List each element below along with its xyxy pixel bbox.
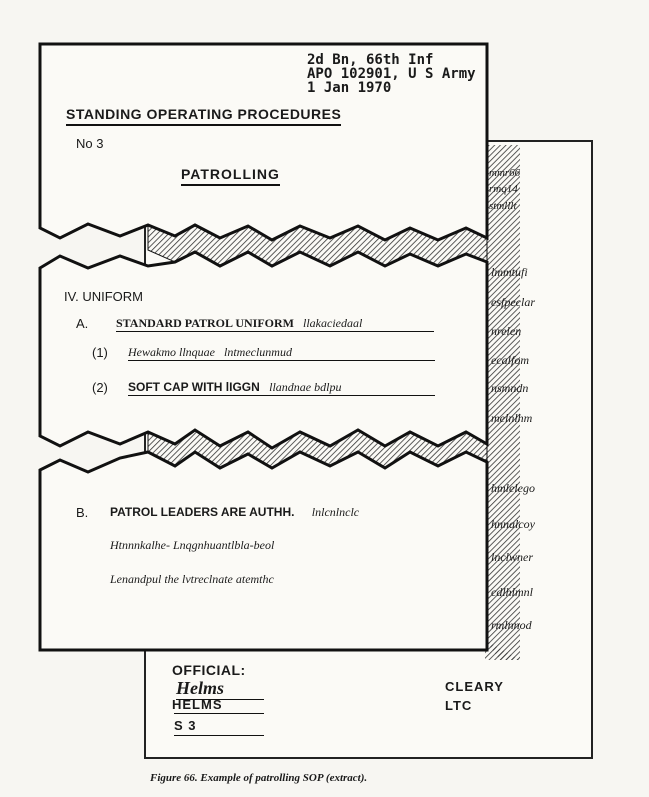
commander-rank: LTC — [445, 698, 473, 713]
right-sheet-line-11: hnnalcoy — [491, 517, 535, 531]
right-sheet-line-2: rmq14 — [489, 183, 518, 195]
sub-item-1-scribble: lntmeclunmud — [223, 345, 292, 359]
right-sheet-line-8: nsmndn — [491, 381, 529, 395]
sub-item-2-label: (2) — [92, 380, 108, 395]
right-sheet-line-4: lmmtufi — [491, 265, 528, 279]
signer-name: HELMS — [172, 697, 223, 712]
right-sheet-line-3: stmlllt — [489, 200, 517, 212]
sub-item-2-text — [128, 380, 435, 396]
figure-caption: Figure 66. Example of patrolling SOP (extract). — [150, 772, 368, 784]
right-sheet-line-6: nrelen — [491, 324, 522, 338]
item-b-text — [110, 505, 359, 520]
right-sheet-line-14: rmlnnod — [491, 618, 532, 632]
right-sheet-line-12: lnclwner — [491, 550, 533, 564]
unit-designation: 2d Bn, 66th Inf — [307, 52, 434, 68]
sub-item-2-scribble: llandnae bdlpu — [269, 380, 342, 394]
sub-item-1-text — [128, 345, 435, 361]
right-sheet-line-10: hmlelego — [491, 481, 535, 495]
item-a-heading: STANDARD PATROL UNIFORM — [116, 316, 295, 330]
apo-address: APO 102901, U S Army — [307, 66, 476, 82]
item-b-scribble: lnlcnlnclc — [311, 505, 360, 519]
position-underline — [174, 735, 264, 736]
handwritten-signature: Helms — [176, 678, 264, 700]
document-date: 1 Jan 1970 — [307, 80, 392, 96]
sub-item-1-label: (1) — [92, 345, 108, 360]
sub-item-1-heading: Hewakmo llnquae — [128, 345, 215, 359]
right-sheet-line-5: esfpeclar — [491, 295, 535, 309]
right-sheet-line-9: melnlhm — [491, 411, 533, 425]
item-b-line-2: Htnnnkalhe- Lnqgnhuantlbla-beol — [110, 538, 275, 552]
sub-item-2-heading: SOFT CAP WITH lIGGN — [128, 380, 260, 394]
item-a-scribble: llakaciedaal — [303, 316, 363, 330]
item-b-label: B. — [76, 505, 89, 520]
right-sheet-line-1: mmr66 — [489, 167, 521, 179]
document-title: STANDING OPERATING PROCEDURES — [66, 106, 341, 126]
signer-position: S 3 — [174, 718, 197, 733]
right-sheet-line-7: ecalfom — [491, 353, 529, 367]
section-heading: IV. UNIFORM — [64, 289, 143, 304]
official-label: OFFICIAL: — [172, 662, 246, 678]
commander-name: CLEARY — [445, 679, 504, 694]
item-a-label: A. — [76, 316, 89, 331]
signature-divider — [174, 713, 264, 714]
sop-subject: PATROLLING — [181, 166, 280, 186]
right-sheet-line-13: cdlhlmnl — [491, 585, 533, 599]
sop-number: No 3 — [76, 136, 104, 151]
item-b-heading: PATROL LEADERS ARE AUTHH. — [110, 505, 295, 519]
item-a-text — [116, 316, 434, 332]
item-b-line-3: Lenandpul the lvtreclnate atemthc — [110, 572, 274, 586]
